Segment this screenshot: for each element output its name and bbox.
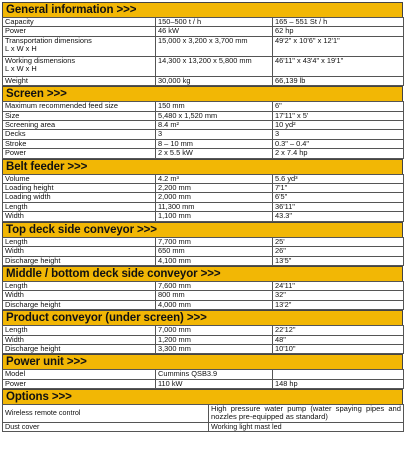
spec-label: Volume [3,174,156,183]
spec-section [2,86,403,158]
spec-metric-value: 4,000 mm [156,300,273,309]
spec-row [3,370,404,379]
spec-label: Length [3,281,156,290]
spec-row [3,27,404,36]
spec-imperial-value [273,370,404,379]
spec-imperial-value: 62 hp [273,27,404,36]
spec-metric-value: 1,100 mm [156,212,273,221]
spec-imperial-value: 36'11" [273,202,404,211]
spec-row [3,18,404,27]
spec-imperial-value: 26" [273,247,404,256]
spec-metric-value: 800 mm [156,291,273,300]
spec-section [2,2,403,86]
options-table [2,404,404,432]
spec-table [2,174,404,222]
spec-row [3,102,404,111]
spec-label: Loading height [3,184,156,193]
spec-imperial-value: 10 yd² [273,121,404,130]
spec-label: Transportation dimensions L x W x H [3,36,156,56]
spec-row [3,149,404,158]
spec-imperial-value: 17'11" x 5' [273,111,404,120]
spec-row [3,335,404,344]
spec-metric-value: 110 kW [156,379,273,388]
spec-imperial-value: 6'5" [273,193,404,202]
spec-imperial-value: 6" [273,102,404,111]
spec-metric-value: 150 mm [156,102,273,111]
spec-label: Discharge height [3,344,156,353]
spec-metric-value: 11,300 mm [156,202,273,211]
spec-label: Weight [3,76,156,85]
spec-metric-value: 7,700 mm [156,237,273,246]
spec-imperial-value: 5.6 yd³ [273,174,404,183]
spec-label: Length [3,202,156,211]
section-header: Middle / bottom deck side conveyor >>> [2,266,403,281]
spec-imperial-value: 49'2" x 10'6" x 12'1" [273,36,404,56]
spec-metric-value: 1,200 mm [156,335,273,344]
section-header: Top deck side conveyor >>> [2,222,403,237]
spec-label: Model [3,370,156,379]
spec-metric-value: 14,300 x 13,200 x 5,800 mm [156,56,273,76]
option-row [3,422,404,431]
spec-metric-value: 2,000 mm [156,193,273,202]
section-header: Product conveyor (under screen) >>> [2,310,403,325]
spec-metric-value: 650 mm [156,247,273,256]
spec-metric-value: 7,600 mm [156,281,273,290]
spec-label: Loading width [3,193,156,202]
spec-imperial-value: 3 [273,130,404,139]
spec-label: Width [3,335,156,344]
spec-table [2,17,404,86]
spec-imperial-value: 13'2" [273,300,404,309]
spec-row [3,139,404,148]
spec-metric-value: Cummins QSB3.9 [156,370,273,379]
spec-imperial-value: 46'11" x 43'4" x 19'1" [273,56,404,76]
spec-label: Working dismensions L x W x H [3,56,156,76]
spec-imperial-value: 7'1" [273,184,404,193]
spec-table [2,369,404,389]
spec-row [3,326,404,335]
spec-section [2,222,403,266]
spec-row [3,76,404,85]
spec-row [3,193,404,202]
options-section [2,389,403,432]
spec-imperial-value: 43.3" [273,212,404,221]
section-header: Options >>> [2,389,403,404]
spec-metric-value: 2 x 5.5 kW [156,149,273,158]
spec-row [3,281,404,290]
spec-row [3,121,404,130]
option-right: High pressure water pump (water spaying pipes and nozzles pre-equipped as standard) [209,405,404,423]
spec-imperial-value: 48" [273,335,404,344]
spec-imperial-value: 22'12" [273,326,404,335]
spec-metric-value: 4.2 m³ [156,174,273,183]
spec-metric-value: 8 – 10 mm [156,139,273,148]
spec-label: Length [3,237,156,246]
spec-row [3,291,404,300]
spec-row [3,184,404,193]
spec-row [3,379,404,388]
spec-row [3,237,404,246]
spec-section [2,354,403,389]
spec-label: Width [3,247,156,256]
spec-metric-value: 4,100 mm [156,256,273,265]
spec-metric-value: 150–500 t / h [156,18,273,27]
spec-imperial-value: 10'10" [273,344,404,353]
section-header: Belt feeder >>> [2,159,403,174]
spec-metric-value: 8.4 m² [156,121,273,130]
spec-metric-value: 3 [156,130,273,139]
spec-row [3,344,404,353]
spec-row [3,174,404,183]
spec-label: Stroke [3,139,156,148]
spec-label: Power [3,27,156,36]
spec-row [3,130,404,139]
spec-label: Decks [3,130,156,139]
spec-row [3,36,404,56]
spec-row [3,111,404,120]
spec-metric-value: 15,000 x 3,200 x 3,700 mm [156,36,273,56]
spec-label: Discharge height [3,256,156,265]
spec-label: Screening area [3,121,156,130]
spec-label: Length [3,326,156,335]
spec-metric-value: 5,480 x 1,520 mm [156,111,273,120]
option-left: Dust cover [3,422,209,431]
spec-label: Capacity [3,18,156,27]
spec-row [3,247,404,256]
section-header: Screen >>> [2,86,403,101]
spec-metric-value: 46 kW [156,27,273,36]
spec-label: Size [3,111,156,120]
spec-imperial-value: 24'11" [273,281,404,290]
spec-label: Power [3,149,156,158]
spec-row [3,212,404,221]
spec-table [2,281,404,310]
spec-table [2,237,404,266]
spec-metric-value: 7,000 mm [156,326,273,335]
spec-section [2,266,403,310]
spec-imperial-value: 0.3" – 0.4" [273,139,404,148]
spec-row [3,256,404,265]
spec-imperial-value: 2 x 7.4 hp [273,149,404,158]
spec-section [2,310,403,354]
spec-table [2,101,404,158]
spec-sheet [2,2,403,432]
spec-row [3,202,404,211]
spec-metric-value: 2,200 mm [156,184,273,193]
spec-imperial-value: 13'5" [273,256,404,265]
spec-imperial-value: 32" [273,291,404,300]
spec-imperial-value: 165 – 551 St / h [273,18,404,27]
option-right: Working light mast led [209,422,404,431]
option-left: Wireless remote control [3,405,209,423]
spec-metric-value: 30,000 kg [156,76,273,85]
spec-label: Power [3,379,156,388]
section-header: General information >>> [2,2,403,17]
option-row [3,405,404,423]
spec-imperial-value: 66,139 lb [273,76,404,85]
spec-table [2,325,404,354]
spec-label: Discharge height [3,300,156,309]
spec-row [3,300,404,309]
section-header: Power unit >>> [2,354,403,369]
spec-row [3,56,404,76]
spec-imperial-value: 148 hp [273,379,404,388]
spec-imperial-value: 25' [273,237,404,246]
spec-label: Maximum recommended feed size [3,102,156,111]
spec-label: Width [3,291,156,300]
spec-metric-value: 3,300 mm [156,344,273,353]
spec-section [2,159,403,222]
spec-label: Width [3,212,156,221]
